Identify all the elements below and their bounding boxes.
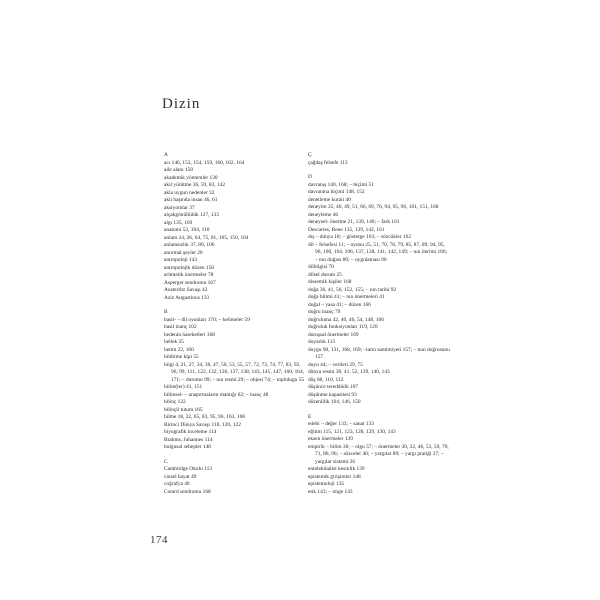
index-entry: eğitim 115, 121, 123, 128, 129, 130, 143 <box>308 428 396 435</box>
index-entry: dissemik kişiler 168 <box>308 279 352 285</box>
index-entry: aksiyomlar 37 <box>164 204 195 211</box>
index-entry: bildirme kipi 55 <box>164 354 199 360</box>
index-entry: anormal şeyler 20 <box>164 249 203 256</box>
section-letter: E <box>308 413 312 420</box>
section-letter: A <box>164 152 168 158</box>
index-entry: doğruluma 42, 40, 46, 54, 148, 166 <box>308 316 384 323</box>
index-entry: anlam 24, 26, 64, 75, 81, 105, 150, 164 <box>164 234 249 241</box>
section-letter: D <box>308 174 312 180</box>
index-entry: dünya resmi 30, 41, 52, 139, 140, 143 <box>308 369 390 375</box>
index-entry: çağdaş felsefe 113 <box>308 159 348 166</box>
index-entry: entelektüalist kesinlik 139 <box>308 466 365 472</box>
index-entry: bilgi 4, 21, 27, 34, 36, 47, 50, 53, 55, 57, 72, 73, 74, 77, 83, 92, 96, 99, 111, 122, 132, 136, 137, 138, 143, 145, 147, 160, 164, 171; – durumu 99; – nın resmi 29; – objesi 74; – toplulugu 55 <box>164 361 305 383</box>
page-number: 174 <box>150 534 168 546</box>
index-entry: acı 146, 153, 154, 159, 160, 162, 164 <box>164 159 245 166</box>
index-entry: anlamsızlık 37, 80, 106 <box>164 242 215 248</box>
index-entry: Aziz Augustinus 133 <box>164 294 210 301</box>
index-section <box>308 174 450 407</box>
index-entry: dilsel durum 25 <box>308 271 342 278</box>
index-entry: doğruluk fonksiyonları 119, 120 <box>308 324 378 330</box>
index-entry: edebi – değer 133; – sanat 133 <box>308 421 374 427</box>
index-entry: etik 143; – imge 143 <box>308 488 353 495</box>
index-entry: antropoloji 143 <box>164 257 198 263</box>
index-entry: bilme 18, 22, 65, 83, 95, 96, 163, 168 <box>164 414 246 420</box>
section-letter: Ç <box>308 152 312 158</box>
index-entry: akademik yöntemler 130 <box>164 174 218 181</box>
index-entry: düzenlilik 104, 146, 150 <box>308 399 361 405</box>
index-entry: aile alanı 150 <box>164 167 194 173</box>
index-entry: bedenin hareketleri 168 <box>164 331 215 338</box>
index-entry: dil – felsefesi 11; – oyunu 25, 51, 70, 78, 79, 85, 87, 89, 94, 95, 96, 100, 104, 106, 137, 138, 141, 142, 149; – nın ilerimi 106; – nın doğası 80; – uygulaması 90 <box>308 241 448 263</box>
index-entry: epistemik girişimler 148 <box>308 473 361 480</box>
index-column-right <box>308 152 450 503</box>
index-section <box>308 152 450 167</box>
index-entry: aritmetik önermeler 78 <box>164 272 214 278</box>
index-entry: epistemoloji 135 <box>308 481 345 487</box>
index-entry: duygu 90, 131, 168, 169; –ların samimiyeti 157; – nun doğrusunu 157 <box>308 346 450 360</box>
index-entry: anatomi 53, 104, 110 <box>164 227 210 233</box>
index-entry: empirik – bilim 30; – olgu 57; – önermeler 30, 32, 46, 53, 59, 70, 71, 86, 96; – sözceler 40; – yargılar 89; – yargı pratiği 37; – yargılar sistemi 36 <box>308 443 449 465</box>
index-entry: bilinçli tutum 165 <box>164 406 203 413</box>
index-entry: düşünce tereddüdü 107 <box>308 384 359 390</box>
index-entry: alçakgönüllülük 127, 133 <box>164 212 219 218</box>
index-entry: aklı başında insan 46, 61 <box>164 197 218 203</box>
index-entry: duyu 44; – verileri 29, 75 <box>308 361 363 368</box>
index-entry: davranma biçimi 148, 152 <box>308 189 365 195</box>
index-entry: betim 22, 160 <box>164 346 194 353</box>
page-title: Dizin <box>162 96 201 112</box>
index-entry: bilinç 122 <box>164 399 186 405</box>
index-entry: bellek 25 <box>164 339 184 345</box>
index-section <box>164 309 306 452</box>
index-entry: Austerlitz Savaşı 42 <box>164 287 208 293</box>
index-entry: antropolojik düzen 158 <box>164 264 215 271</box>
index-section <box>308 414 450 497</box>
index-section <box>164 152 306 302</box>
section-letter: B <box>164 309 168 315</box>
index-entry: doğru inanç 79 <box>308 309 341 315</box>
index-entry: dış – dünya 18; – gösterge 163; – sözcükler 162 <box>308 234 412 240</box>
index-entry: akla uygun nedenler 32 <box>164 189 215 196</box>
index-entry: Cotard sendromu 168 <box>164 488 211 495</box>
index-entry: Asperger sendromu 167 <box>164 279 216 286</box>
index-entry: biyografik inceleme 114 <box>164 429 217 435</box>
index-entry: denetleme kuralı 40 <box>308 196 351 203</box>
index-entry: algı 135, 169 <box>164 219 193 226</box>
index-entry: doğa bilimi 41; – nın önermeleri 41 <box>308 294 385 300</box>
index-entry: basil inanç 102 <box>164 324 197 330</box>
index-entry: düş 68, 110, 112 <box>308 376 344 383</box>
index-entry: duyarlık 115 <box>308 339 336 345</box>
index-entry: dilbilgisi 70 <box>308 264 334 270</box>
index-entry: deneysel- önerme 21, 139, 140; – fark 101 <box>308 219 400 225</box>
index-entry: Cambridge Okulu 113 <box>164 466 213 472</box>
index-section <box>164 459 306 497</box>
index-column-left <box>164 152 306 503</box>
index-entry: Birinci Dünya Savaşı 118, 120, 122 <box>164 421 241 428</box>
index-entry: bilimsel- – araştırmaların mantığı 62; – inanç 48 <box>164 391 269 398</box>
index-entry: Descartes, Rene 135, 139, 142, 161 <box>308 226 385 233</box>
index-entry: davranış 140, 168; – biçimi 51 <box>308 181 374 188</box>
index-entry: cinsel hayat 49 <box>164 473 197 480</box>
index-entry: deneyleme 46 <box>308 211 339 218</box>
index-entry: eksen önermeler 139 <box>308 436 353 442</box>
index-entry: doğa 36, 41, 56, 152, 155; – nın tarihi 92 <box>308 286 397 293</box>
index-entry: bulgusal sebepler 148 <box>164 444 212 450</box>
index-entry: Brahms, Johannes 114 <box>164 436 213 443</box>
index-entry: düşünme kapasitesi 93 <box>308 391 357 398</box>
index-entry: deneyim 35, 46, 49, 51, 66, 69, 76, 94, 95, 96, 101, 151, 168 <box>308 204 439 210</box>
index-entry: duruşsal önermeler 169 <box>308 331 359 338</box>
index-entry: akıl yürütme 36, 59, 83, 142 <box>164 182 226 188</box>
section-letter: C <box>164 458 168 465</box>
index-entry: doğal – yasa 41; – düzen 166 <box>308 301 371 308</box>
index-entry: coğrafya 40 <box>164 481 190 487</box>
index-entry: bilim(ler) 41, 151 <box>164 384 203 390</box>
index-entry: basit- – dil oyunları 170; – kelimeler 59 <box>164 316 250 323</box>
